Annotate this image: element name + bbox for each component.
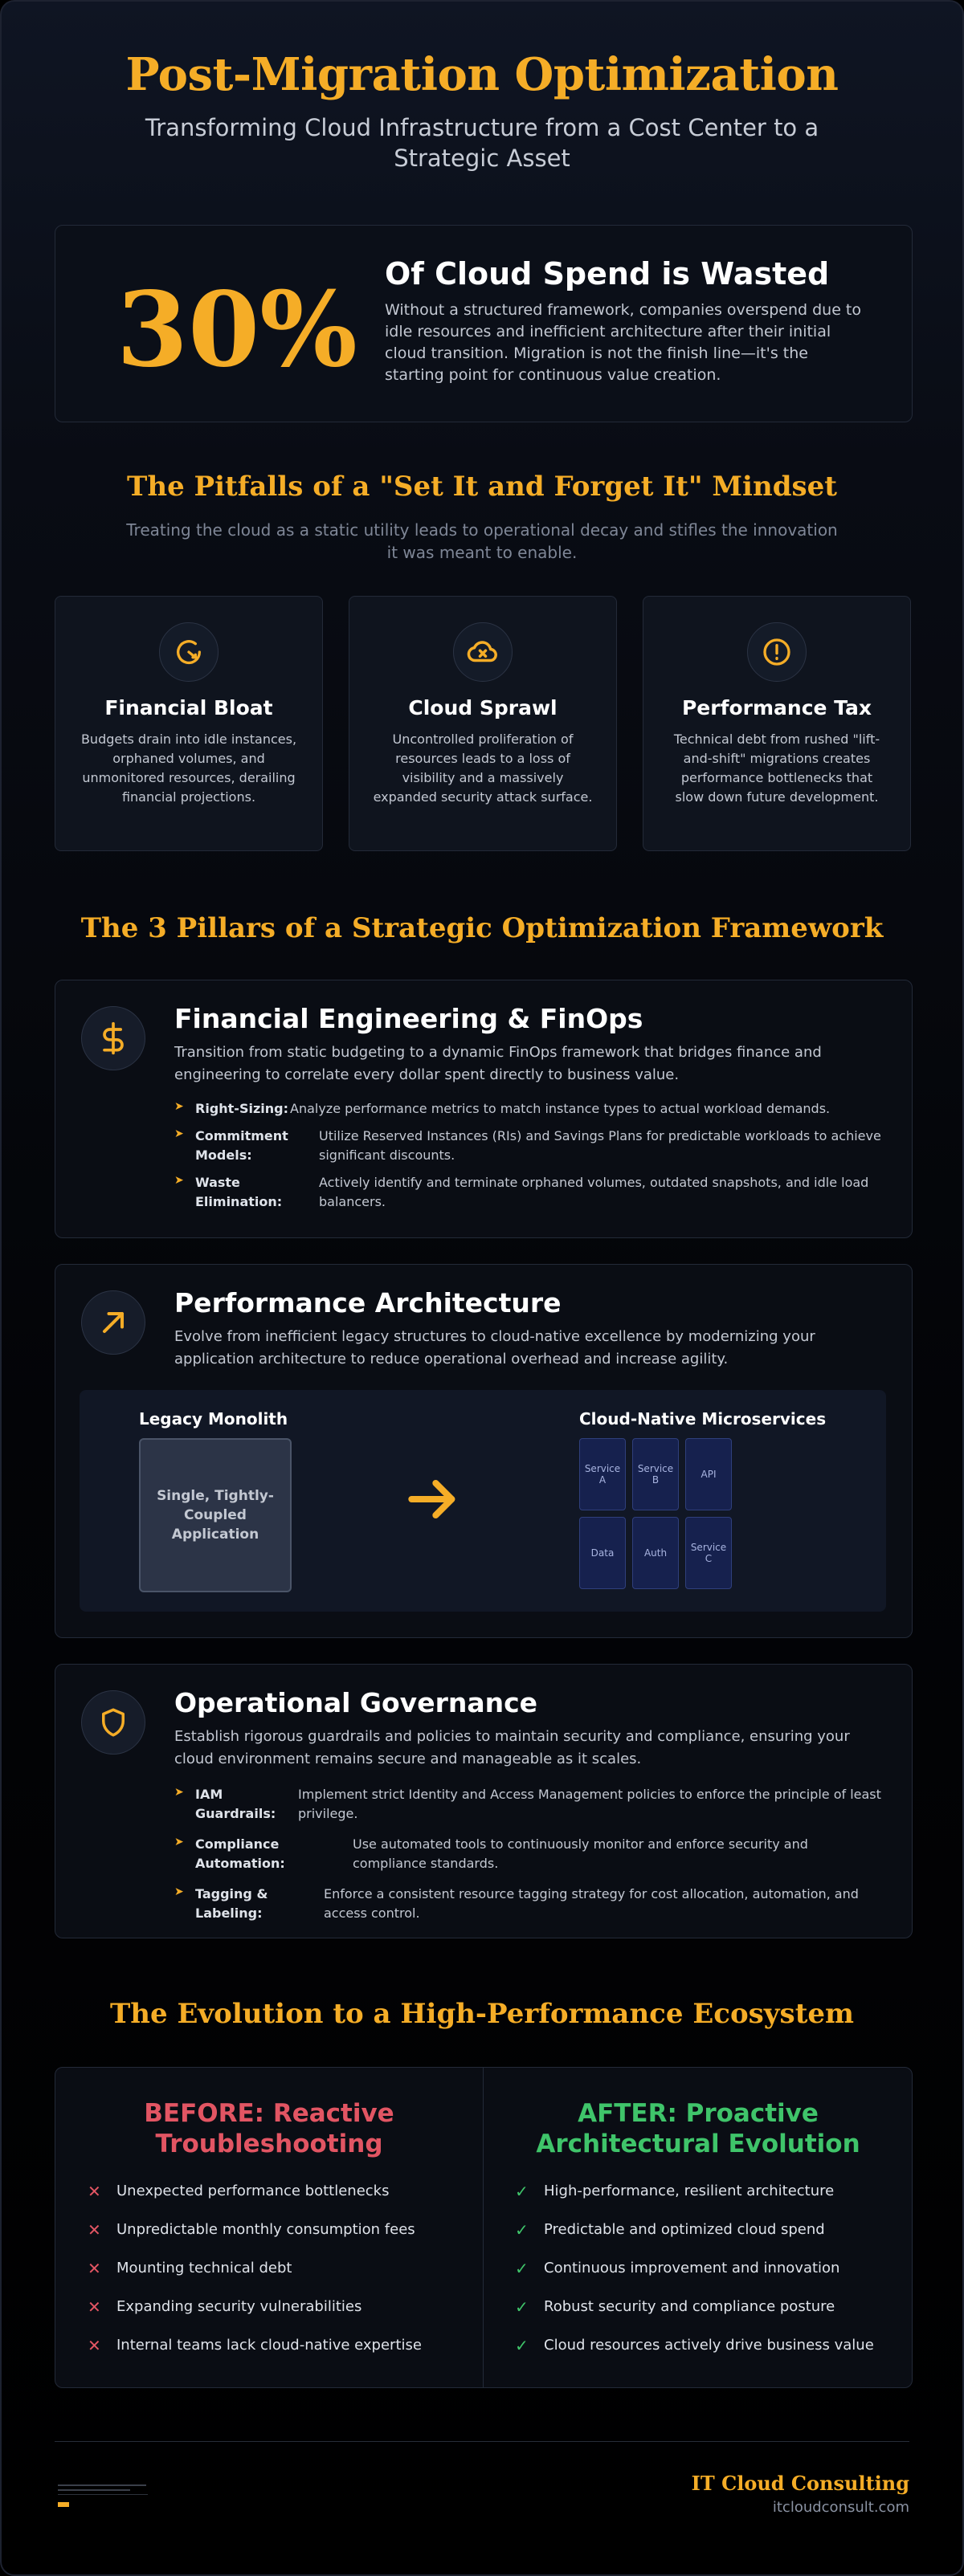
list-item	[174, 1173, 881, 1212]
comparison-card	[55, 2067, 913, 2388]
check-icon: ✓	[515, 2297, 529, 2317]
bullet-text: Utilize Reserved Instances (RIs) and Savings Plans for predictable workloads to achieve significant discounts.	[319, 1128, 881, 1163]
after-item: Robust security and compliance posture	[544, 2298, 835, 2315]
service-box: Auth	[632, 1517, 679, 1589]
pitfalls-subtitle: Treating the cloud as a static utility leads to operational decay and stifles the innovation it was meant to enable.	[126, 520, 838, 562]
list-item	[174, 1127, 881, 1165]
bullet-text: Actively identify and terminate orphaned volumes, outdated snapshots, and idle load balancers.	[319, 1175, 869, 1209]
pitfall-card-cloud-sprawl	[349, 596, 617, 851]
before-item: Internal teams lack cloud-native expertise	[116, 2337, 422, 2354]
arrow-bullet-icon: ➤	[174, 1100, 184, 1113]
company-logo	[58, 2483, 154, 2512]
service-box: API	[685, 1438, 732, 1510]
after-item: High-performance, resilient architecture	[544, 2183, 835, 2199]
bullet-label: Tagging & Labeling:	[195, 1886, 268, 1921]
bullet-label: Compliance Automation:	[195, 1836, 285, 1871]
pillars-heading: The 3 Pillars of a Strategic Optimization Framework	[80, 912, 884, 944]
x-icon: ✕	[88, 2220, 101, 2240]
after-title: AFTER: Proactive Architectural Evolution	[536, 2099, 860, 2158]
dollar-icon	[81, 1006, 145, 1070]
footer-divider	[55, 2441, 909, 2442]
list-item	[174, 1835, 881, 1877]
monolith-box: Single, Tightly-Coupled Application	[139, 1438, 292, 1592]
footer-brand: IT Cloud Consulting	[691, 2472, 909, 2495]
service-box: Data	[579, 1517, 626, 1589]
architecture-diagram	[80, 1390, 886, 1612]
before-item: Unpredictable monthly consumption fees	[116, 2221, 415, 2238]
x-icon: ✕	[88, 2259, 101, 2278]
pitfall-card-performance-tax	[643, 596, 911, 851]
pillar-title: Performance Architecture	[174, 1287, 562, 1319]
before-title: BEFORE: Reactive Troubleshooting	[144, 2099, 394, 2158]
pitfalls-heading: The Pitfalls of a "Set It and Forget It" Mindset	[127, 471, 837, 503]
page-subtitle: Transforming Cloud Infrastructure from a Cost Center to a Strategic Asset	[145, 114, 819, 172]
stat-value: 30%	[116, 270, 357, 390]
legacy-label: Legacy Monolith	[139, 1409, 288, 1429]
arrow-bullet-icon: ➤	[174, 1127, 184, 1140]
bullet-text: Analyze performance metrics to match instance types to actual workload demands.	[290, 1101, 831, 1116]
evolution-heading: The Evolution to a High-Performance Ecosystem	[109, 1998, 855, 2030]
before-item: Unexpected performance bottlenecks	[116, 2183, 390, 2199]
x-icon: ✕	[88, 2297, 101, 2317]
pitfall-text: Budgets drain into idle instances, orphaned volumes, and unmonitored resources, derailing financial projections.	[80, 732, 297, 805]
service-box: Service B	[632, 1438, 679, 1510]
stat-card	[55, 225, 913, 422]
x-icon: ✕	[88, 2182, 101, 2201]
pitfall-text: Uncontrolled proliferation of resources leads to a loss of visibility and a massively expanded security attack surface.	[373, 732, 593, 805]
check-icon: ✓	[515, 2259, 529, 2278]
check-icon: ✓	[515, 2182, 529, 2201]
bullet-label: Waste Elimination:	[195, 1175, 283, 1209]
after-item: Cloud resources actively drive business value	[544, 2337, 874, 2354]
bullet-label: IAM Guardrails:	[195, 1787, 276, 1821]
arrow-up-right-icon	[81, 1290, 145, 1355]
shield-icon	[81, 1690, 145, 1755]
before-item: Expanding security vulnerabilities	[116, 2298, 362, 2315]
bullet-label: Commitment Models:	[195, 1128, 288, 1163]
footer-url[interactable]: itcloudconsult.com	[772, 2499, 909, 2516]
pillar-title: Operational Governance	[174, 1687, 538, 1718]
pillar-card-performance	[55, 1264, 913, 1638]
gauge-down-icon	[159, 622, 219, 682]
pitfall-card-financial-bloat	[55, 596, 323, 851]
pitfall-title: Cloud Sprawl	[408, 696, 558, 719]
pillar-bullet-list	[174, 1785, 881, 1934]
service-box: Service C	[685, 1517, 732, 1589]
pillar-description: Establish rigorous guardrails and policies to maintain security and compliance, ensuring your cloud environment remains secure and manageable as it scales.	[174, 1728, 850, 1767]
page-title: Post-Migration Optimization	[125, 48, 839, 101]
after-item: Predictable and optimized cloud spend	[544, 2221, 825, 2238]
pillar-card-governance	[55, 1664, 913, 1938]
pillar-description: Evolve from inefficient legacy structures to cloud-native excellence by modernizing your application architecture to reduce operational overhead and increase agility.	[174, 1328, 815, 1367]
list-item	[174, 1785, 881, 1827]
pitfall-text: Technical debt from rushed "lift-and-shift" migrations creates performance bottlenecks that slow down future development.	[673, 732, 880, 805]
service-box: Service A	[579, 1438, 626, 1510]
bullet-label: Right-Sizing:	[195, 1101, 288, 1116]
before-item: Mounting technical debt	[116, 2260, 292, 2276]
arrow-bullet-icon: ➤	[174, 1836, 184, 1848]
alert-circle-icon	[747, 622, 807, 682]
x-icon: ✕	[88, 2336, 101, 2355]
pillar-title: Financial Engineering & FinOps	[174, 1003, 643, 1034]
bullet-text: Enforce a consistent resource tagging strategy for cost allocation, automation, and access control.	[324, 1886, 859, 1921]
arrow-bullet-icon: ➤	[174, 1885, 184, 1898]
list-item	[174, 1099, 881, 1119]
pillar-card-finops	[55, 980, 913, 1238]
arrow-right-icon	[401, 1467, 465, 1535]
check-icon: ✓	[515, 2220, 529, 2240]
after-item: Continuous improvement and innovation	[544, 2260, 840, 2276]
arrow-bullet-icon: ➤	[174, 1174, 184, 1187]
arrow-bullet-icon: ➤	[174, 1786, 184, 1799]
cloud-x-icon	[453, 622, 513, 682]
microservices-label: Cloud-Native Microservices	[579, 1409, 827, 1429]
bullet-text: Implement strict Identity and Access Management policies to enforce the principle of least privilege.	[298, 1787, 881, 1821]
bullet-text: Use automated tools to continuously monitor and enforce security and compliance standards.	[353, 1836, 808, 1871]
stat-title: Of Cloud Spend is Wasted	[385, 256, 830, 291]
check-icon: ✓	[515, 2336, 529, 2355]
stat-description: Without a structured framework, companies overspend due to idle resources and inefficient architecture after their initial cloud transition. Migration is not the finish line—it's the starting point for continuous value creation.	[385, 301, 861, 384]
pillar-description: Transition from static budgeting to a dynamic FinOps framework that bridges finance and engineering to correlate every dollar spent directly to business value.	[174, 1044, 822, 1083]
pitfall-title: Performance Tax	[681, 696, 872, 719]
list-item	[174, 1885, 881, 1926]
pillar-bullet-list	[174, 1099, 881, 1220]
pitfall-title: Financial Bloat	[104, 696, 273, 719]
